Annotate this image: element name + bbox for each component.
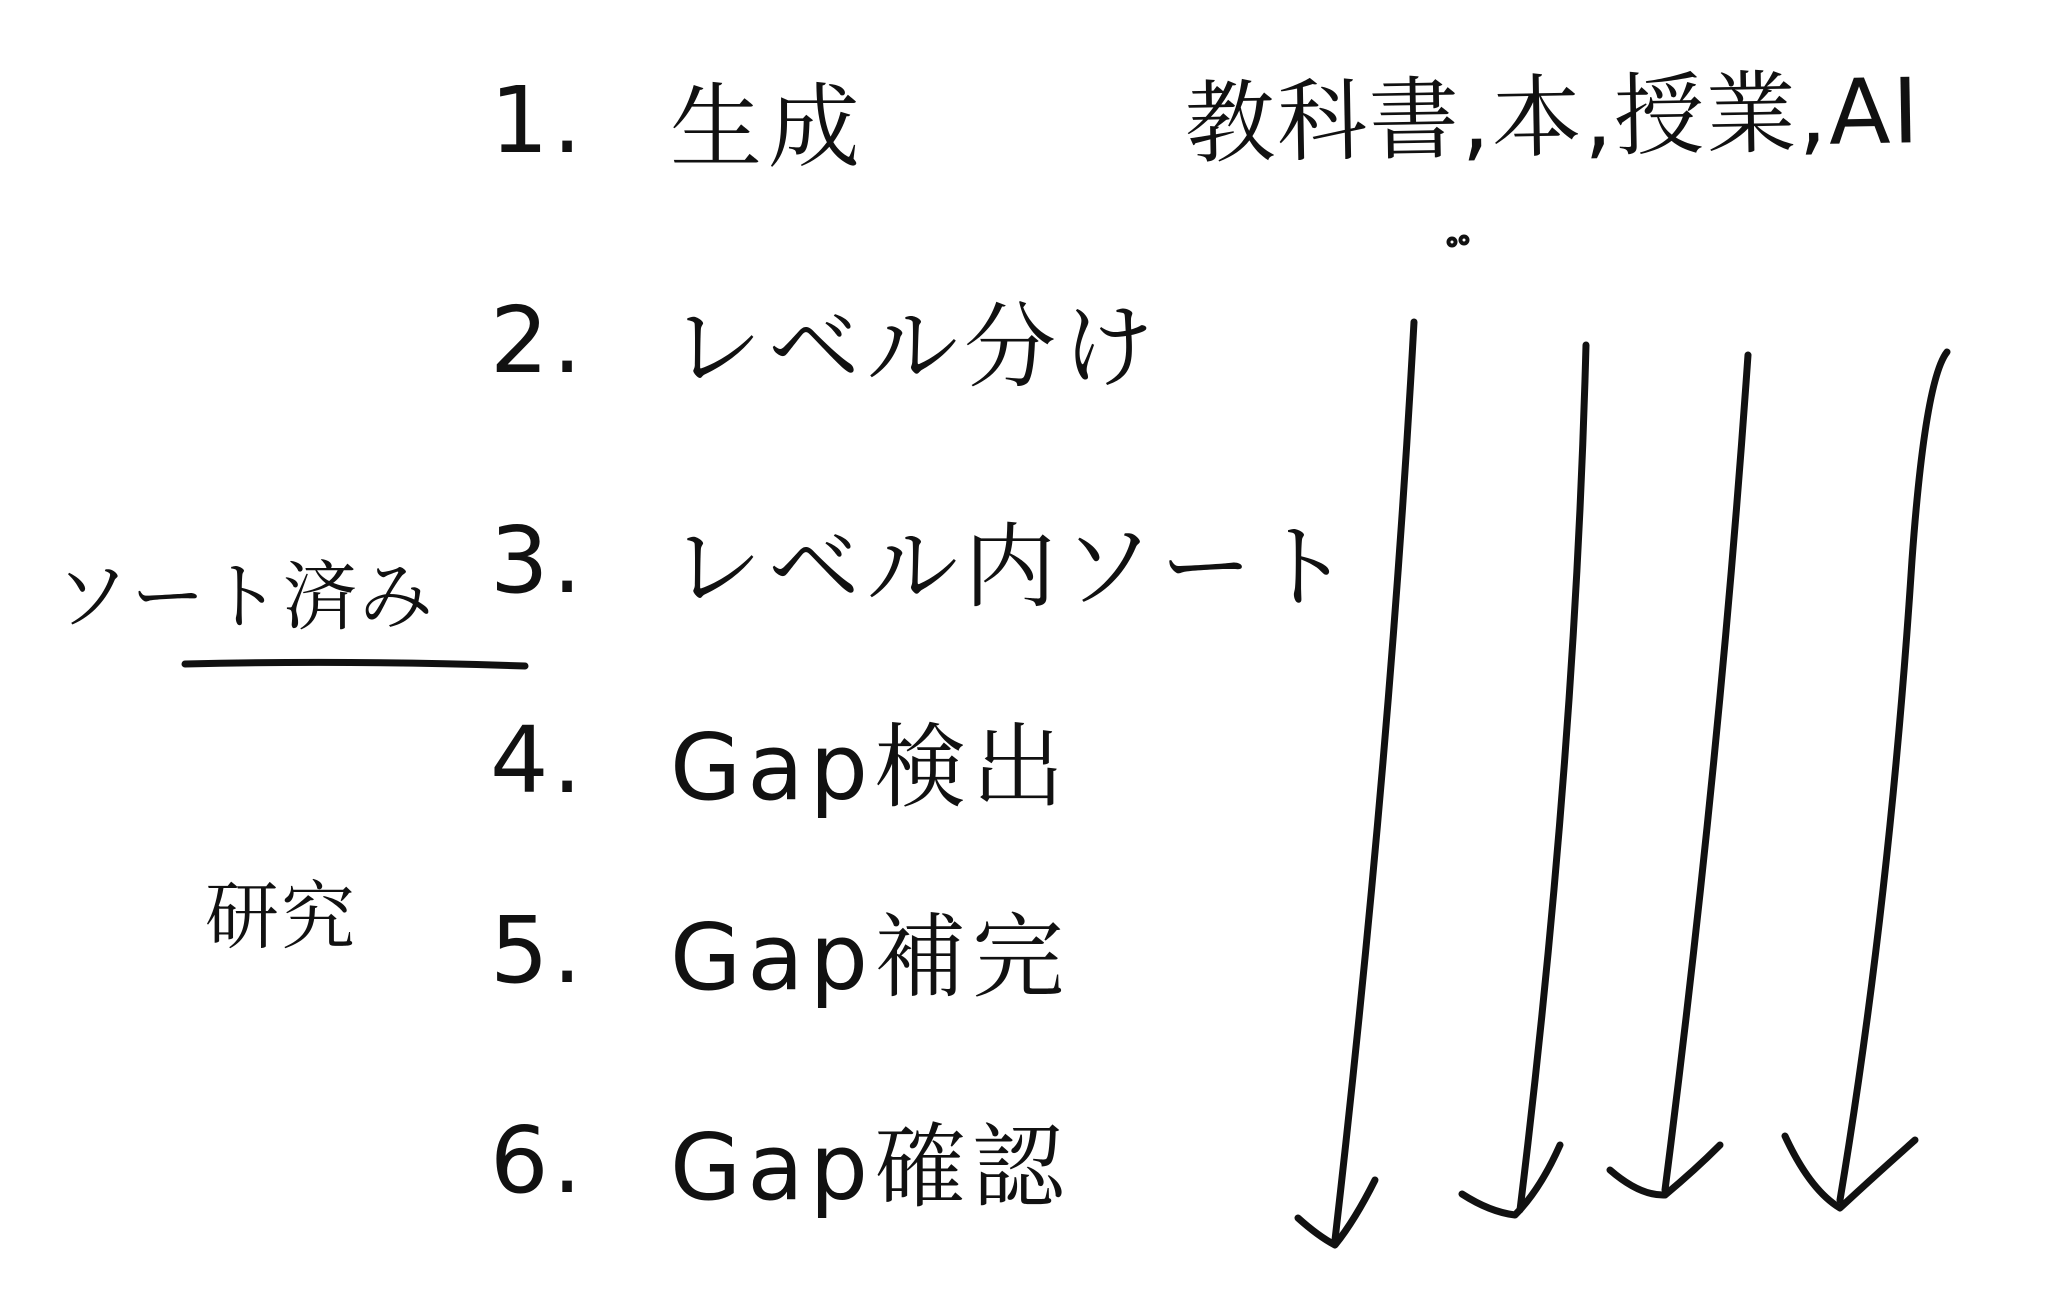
sorted-underline (185, 662, 525, 666)
sources-label: 教科書,本,授業,AI (1184, 59, 1922, 177)
arrow-3-shaft (1665, 355, 1748, 1190)
step-6-number: 6. (490, 1106, 586, 1214)
step-1-label: 生成 (670, 74, 867, 181)
step-2-label: レベル分け (670, 294, 1161, 401)
ink-speck-2 (1462, 238, 1466, 242)
arrow-2-head (1462, 1145, 1560, 1215)
arrow-4-shaft (1840, 352, 1947, 1200)
arrow-2-shaft (1520, 345, 1586, 1210)
step-3-label: レベル内ソート (670, 514, 1357, 621)
research-note: 研究 (205, 874, 357, 960)
arrow-1-shaft (1335, 322, 1414, 1240)
step-3-number: 3. (490, 506, 586, 614)
step-4-number: 4. (490, 706, 586, 814)
step-1-number: 1. (490, 66, 586, 174)
ink-speck (1450, 240, 1454, 244)
step-5-label: Gap補完 (670, 904, 1071, 1011)
sorted-note: ソート済み (55, 554, 435, 640)
step-4-label: Gap検出 (670, 714, 1071, 821)
step-5-number: 5. (490, 896, 586, 1004)
step-2-number: 2. (490, 286, 586, 394)
step-6-label: Gap確認 (670, 1114, 1071, 1221)
